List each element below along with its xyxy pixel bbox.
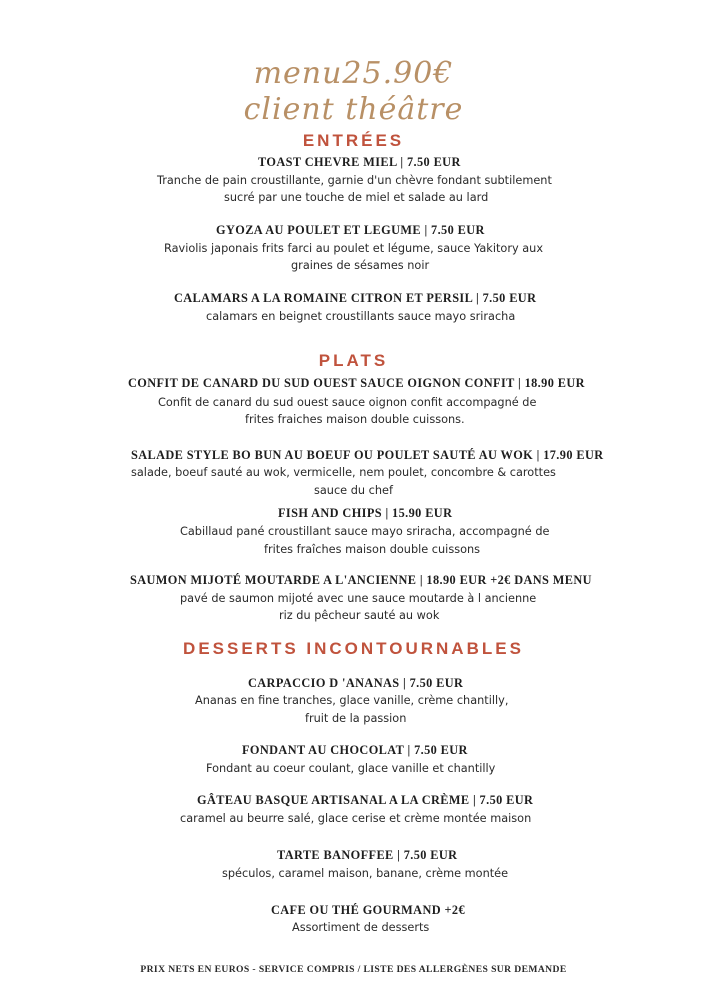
menu-item-title: GYOZA AU POULET ET LEGUME | 7.50 EUR bbox=[216, 223, 485, 237]
menu-item-title: SALADE STYLE BO BUN AU BOEUF OU POULET SAUTÉ AU WOK | 17.90 EUR bbox=[131, 448, 604, 462]
menu-item-desc: pavé de saumon mijoté avec une sauce moutarde à l ancienne bbox=[180, 592, 537, 605]
menu-item-desc: frites fraiches maison double cuissons. bbox=[245, 413, 465, 426]
menu-item-title: TOAST CHEVRE MIEL | 7.50 EUR bbox=[258, 155, 461, 169]
menu-item-title: FONDANT AU CHOCOLAT | 7.50 EUR bbox=[242, 743, 468, 757]
menu-item-desc: salade, boeuf sauté au wok, vermicelle, nem poulet, concombre & carottes bbox=[131, 466, 556, 479]
section-title-desserts: DESSERTS INCONTOURNABLES bbox=[183, 639, 524, 658]
menu-item-desc: Tranche de pain croustillante, garnie d'un chèvre fondant subtilement bbox=[157, 174, 552, 187]
menu-item-title: CONFIT DE CANARD DU SUD OUEST SAUCE OIGNON CONFIT | 18.90 EUR bbox=[128, 376, 585, 390]
menu-item-desc: Confit de canard du sud ouest sauce oignon confit accompagné de bbox=[158, 396, 537, 409]
menu-item-desc: caramel au beurre salé, glace cerise et crème montée maison bbox=[180, 812, 532, 825]
menu-item-desc: fruit de la passion bbox=[305, 712, 407, 725]
menu-item-desc: sauce du chef bbox=[314, 484, 393, 497]
menu-price-heading: menu25.90€ bbox=[253, 56, 454, 91]
menu-item-title: CALAMARS A LA ROMAINE CITRON ET PERSIL | 7.50 EUR bbox=[174, 291, 537, 305]
menu-item-title: GÂTEAU BASQUE ARTISANAL A LA CRÈME | 7.50 EUR bbox=[197, 793, 534, 807]
menu-item-title: SAUMON MIJOTÉ MOUTARDE A L'ANCIENNE | 18.90 EUR +2€ DANS MENU bbox=[130, 573, 592, 587]
menu-item-title: CAFE OU THÉ GOURMAND +2€ bbox=[271, 903, 466, 917]
menu-item-desc: frites fraîches maison double cuissons bbox=[264, 543, 481, 556]
client-theatre-heading: client théâtre bbox=[243, 92, 464, 127]
menu-item-desc: Ananas en fine tranches, glace vanille, crème chantilly, bbox=[195, 694, 509, 707]
menu-item-desc: Raviolis japonais frits farci au poulet et légume, sauce Yakitory aux bbox=[164, 242, 544, 255]
menu-item-desc: Fondant au coeur coulant, glace vanille et chantilly bbox=[206, 762, 496, 775]
menu-item-desc: graines de sésames noir bbox=[291, 259, 430, 272]
footer-note: PRIX NETS EN EUROS - SERVICE COMPRIS / LISTE DES ALLERGÈNES SUR DEMANDE bbox=[140, 964, 567, 975]
menu-item-desc: calamars en beignet croustillants sauce mayo sriracha bbox=[206, 310, 516, 323]
menu-item-desc: riz du pêcheur sauté au wok bbox=[279, 609, 440, 622]
menu-item-desc: Cabillaud pané croustillant sauce mayo sriracha, accompagné de bbox=[180, 525, 550, 538]
menu-item-title: FISH AND CHIPS | 15.90 EUR bbox=[278, 506, 453, 520]
section-title-plats: PLATS bbox=[318, 351, 389, 370]
menu-item-desc: spéculos, caramel maison, banane, crème montée bbox=[222, 867, 509, 880]
section-title-entrees: ENTRÉES bbox=[302, 131, 405, 150]
menu-item-desc: Assortiment de desserts bbox=[292, 921, 430, 934]
menu-item-title: TARTE BANOFFEE | 7.50 EUR bbox=[277, 848, 458, 862]
menu-item-title: CARPACCIO D 'ANANAS | 7.50 EUR bbox=[248, 676, 464, 690]
menu-item-desc: sucré par une touche de miel et salade au lard bbox=[224, 191, 489, 204]
